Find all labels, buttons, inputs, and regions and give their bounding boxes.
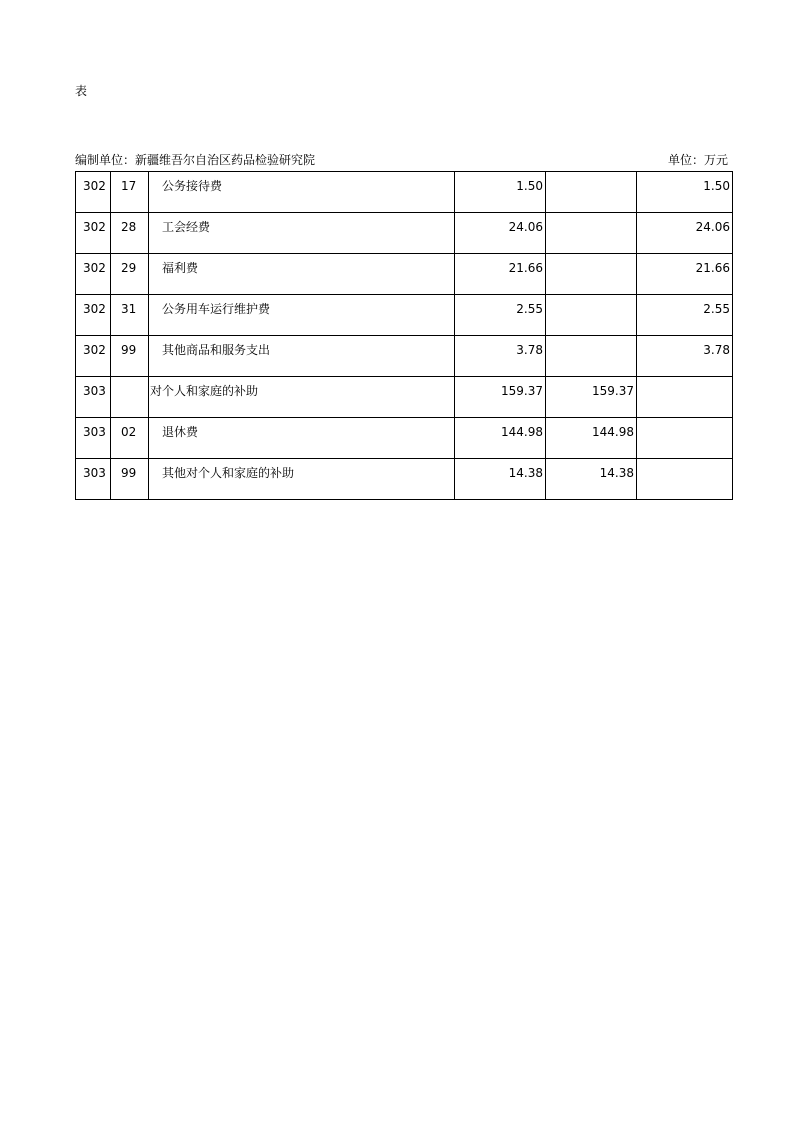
total-amount-cell bbox=[455, 377, 546, 418]
item-code-cell bbox=[111, 254, 149, 295]
class-code-cell-text: 302 bbox=[83, 343, 106, 357]
budget-table bbox=[75, 171, 733, 500]
item-code-cell-text: 17 bbox=[121, 179, 137, 193]
table-row bbox=[76, 172, 733, 213]
subject-name-cell bbox=[149, 418, 455, 459]
basic-amount-cell bbox=[546, 418, 637, 459]
subject-name-cell-text: 公务用车运行维护费 bbox=[162, 302, 271, 316]
subject-name-cell bbox=[149, 377, 455, 418]
class-code-cell bbox=[76, 213, 111, 254]
document-title: 表 bbox=[75, 84, 88, 98]
total-amount-cell-text: 14.38 bbox=[508, 466, 543, 480]
project-amount-cell-text: 1.50 bbox=[703, 179, 730, 193]
subject-name-cell bbox=[149, 336, 455, 377]
project-amount-cell-text bbox=[637, 459, 732, 466]
table-row bbox=[76, 295, 733, 336]
class-code-cell bbox=[76, 418, 111, 459]
basic-amount-cell bbox=[546, 254, 637, 295]
basic-amount-cell bbox=[546, 213, 637, 254]
item-code-cell bbox=[111, 336, 149, 377]
table-row bbox=[76, 254, 733, 295]
class-code-cell-text: 303 bbox=[83, 466, 106, 480]
basic-amount-cell bbox=[546, 172, 637, 213]
subject-name-cell bbox=[149, 172, 455, 213]
subject-name-cell-text: 福利费 bbox=[162, 261, 199, 275]
project-amount-cell bbox=[637, 418, 733, 459]
total-amount-cell-text: 144.98 bbox=[501, 425, 543, 439]
class-code-cell bbox=[76, 377, 111, 418]
basic-amount-cell bbox=[546, 377, 637, 418]
class-code-cell-text: 303 bbox=[83, 384, 106, 398]
total-amount-cell bbox=[455, 295, 546, 336]
class-code-cell bbox=[76, 459, 111, 500]
item-code-cell bbox=[111, 295, 149, 336]
total-amount-cell-text: 159.37 bbox=[501, 384, 543, 398]
project-amount-cell bbox=[637, 295, 733, 336]
item-code-cell bbox=[111, 172, 149, 213]
basic-amount-cell-text bbox=[546, 336, 636, 343]
basic-amount-cell-text bbox=[546, 254, 636, 261]
project-amount-cell bbox=[637, 254, 733, 295]
class-code-cell bbox=[76, 336, 111, 377]
subject-name-cell bbox=[149, 254, 455, 295]
project-amount-cell-text bbox=[637, 418, 732, 425]
project-amount-cell bbox=[637, 377, 733, 418]
table-row bbox=[76, 213, 733, 254]
total-amount-cell bbox=[455, 213, 546, 254]
total-amount-cell bbox=[455, 336, 546, 377]
basic-amount-cell-text bbox=[546, 213, 636, 220]
item-code-cell bbox=[111, 377, 149, 418]
total-amount-cell-text: 24.06 bbox=[508, 220, 543, 234]
item-code-cell-text: 99 bbox=[121, 466, 137, 480]
subject-name-cell-text: 对个人和家庭的补助 bbox=[150, 384, 259, 398]
item-code-cell bbox=[111, 418, 149, 459]
table-row bbox=[76, 336, 733, 377]
total-amount-cell bbox=[455, 172, 546, 213]
total-amount-cell bbox=[455, 418, 546, 459]
item-code-cell-text bbox=[111, 377, 148, 384]
subject-name-cell-text: 工会经费 bbox=[162, 220, 211, 234]
table-row bbox=[76, 418, 733, 459]
project-amount-cell bbox=[637, 459, 733, 500]
unit-label: 单位：万元 bbox=[667, 153, 728, 167]
project-amount-cell-text: 21.66 bbox=[695, 261, 730, 275]
total-amount-cell-text: 1.50 bbox=[516, 179, 543, 193]
class-code-cell-text: 302 bbox=[83, 302, 106, 316]
project-amount-cell bbox=[637, 336, 733, 377]
basic-amount-cell-text: 14.38 bbox=[599, 466, 634, 480]
item-code-cell bbox=[111, 213, 149, 254]
total-amount-cell-text: 2.55 bbox=[516, 302, 543, 316]
table-row bbox=[76, 377, 733, 418]
basic-amount-cell-text bbox=[546, 172, 636, 179]
total-amount-cell-text: 3.78 bbox=[516, 343, 543, 357]
total-amount-cell bbox=[455, 254, 546, 295]
project-amount-cell bbox=[637, 213, 733, 254]
class-code-cell-text: 302 bbox=[83, 220, 106, 234]
org-label: 编制单位：新疆维吾尔自治区药品检验研究院 bbox=[75, 153, 316, 167]
table-row bbox=[76, 459, 733, 500]
item-code-cell bbox=[111, 459, 149, 500]
basic-amount-cell bbox=[546, 459, 637, 500]
item-code-cell-text: 02 bbox=[121, 425, 137, 439]
basic-amount-cell bbox=[546, 295, 637, 336]
subject-name-cell bbox=[149, 459, 455, 500]
item-code-cell-text: 29 bbox=[121, 261, 137, 275]
total-amount-cell bbox=[455, 459, 546, 500]
subject-name-cell-text: 退休费 bbox=[162, 425, 199, 439]
item-code-cell-text: 99 bbox=[121, 343, 137, 357]
basic-amount-cell-text: 159.37 bbox=[592, 384, 634, 398]
basic-amount-cell bbox=[546, 336, 637, 377]
class-code-cell bbox=[76, 254, 111, 295]
subject-name-cell-text: 公务接待费 bbox=[162, 179, 223, 193]
class-code-cell-text: 302 bbox=[83, 179, 106, 193]
project-amount-cell-text: 2.55 bbox=[703, 302, 730, 316]
subject-name-cell bbox=[149, 213, 455, 254]
table-body bbox=[76, 172, 733, 500]
header-info-line bbox=[75, 151, 731, 169]
basic-amount-cell-text bbox=[546, 295, 636, 302]
subject-name-cell-text: 其他对个人和家庭的补助 bbox=[162, 466, 295, 480]
project-amount-cell-text bbox=[637, 377, 732, 384]
class-code-cell bbox=[76, 295, 111, 336]
item-code-cell-text: 31 bbox=[121, 302, 137, 316]
subject-name-cell bbox=[149, 295, 455, 336]
total-amount-cell-text: 21.66 bbox=[508, 261, 543, 275]
class-code-cell bbox=[76, 172, 111, 213]
project-amount-cell bbox=[637, 172, 733, 213]
project-amount-cell-text: 24.06 bbox=[695, 220, 730, 234]
subject-name-cell-text: 其他商品和服务支出 bbox=[162, 343, 271, 357]
class-code-cell-text: 303 bbox=[83, 425, 106, 439]
item-code-cell-text: 28 bbox=[121, 220, 137, 234]
class-code-cell-text: 302 bbox=[83, 261, 106, 275]
project-amount-cell-text: 3.78 bbox=[703, 343, 730, 357]
basic-amount-cell-text: 144.98 bbox=[592, 425, 634, 439]
